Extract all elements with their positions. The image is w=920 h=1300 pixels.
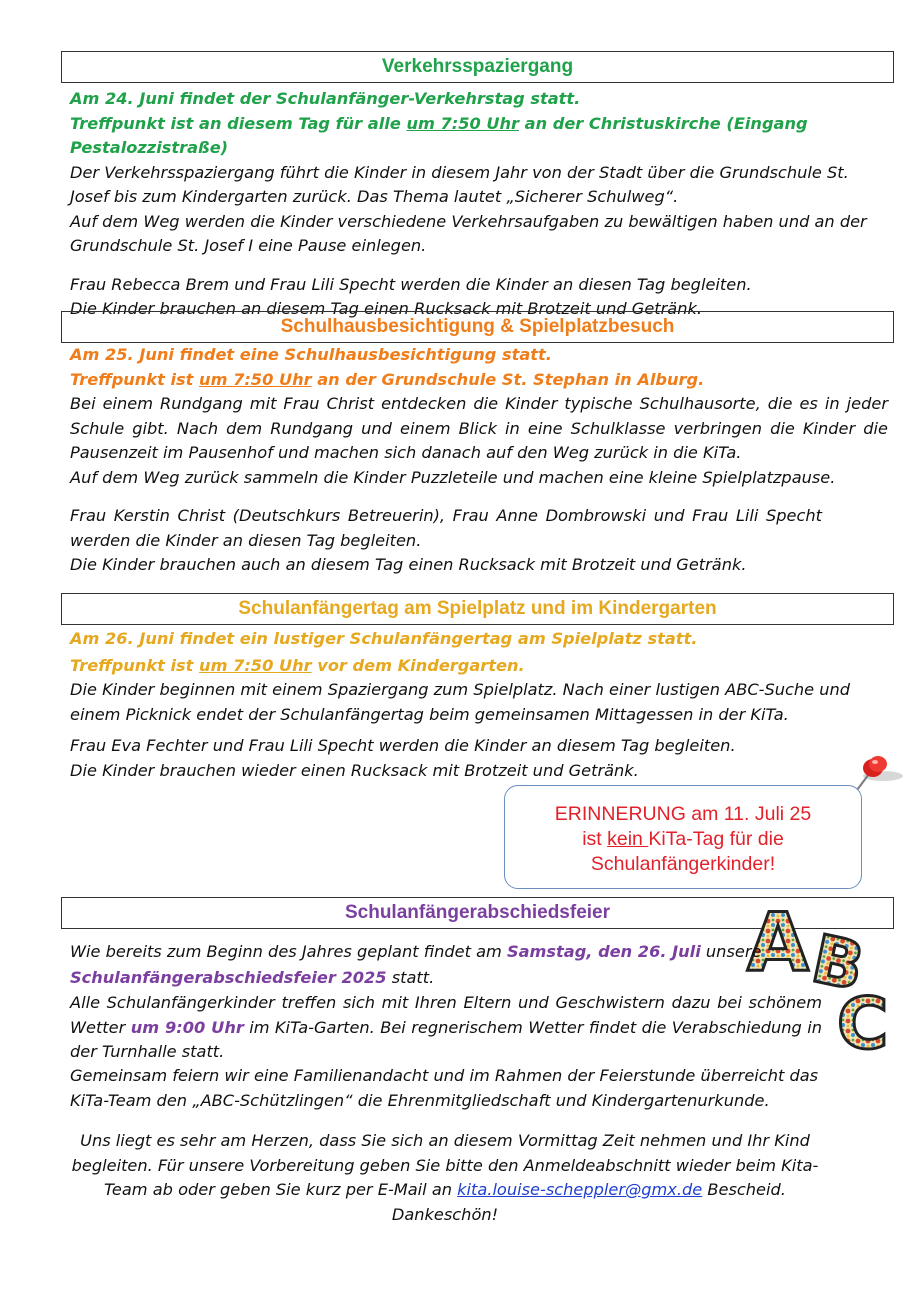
body-span: Alle Schulanfängerkinder treffen sich mit Ihren Eltern und Geschwistern dazu bei schönem Wetter <box>70 993 822 1037</box>
section-heading-abschiedsfeier: Schulanfängerabschiedsfeier <box>61 897 894 929</box>
body-span: unsere <box>700 942 762 961</box>
svg-text:A: A <box>747 898 809 989</box>
body-text: Gemeinsam feiern wir eine Familienandacht und im Rahmen der Feierstunde überreicht das KiTa-Team den „ABC-Schützlingen“ die Ehrenmitgliedschaft und Kindergartenurkunde. <box>70 1066 819 1110</box>
section-heading-schulanfaengertag: Schulanfängertag am Spielplatz und im Kindergarten <box>61 593 894 625</box>
body-text: Bei einem Rundgang mit Frau Christ entdecken die Kinder typische Schulhausorte, die es in jeder Schule gibt. Nach dem Rundgang und einem Blick in eine Schulklasse verbringen die Kinder die Pausenzeit im Pausenhof und machen sich danach auf den Weg zurück in die KiTa. <box>70 394 888 462</box>
event-date-line: Am 24. Juni findet der Schulanfänger-Verkehrstag statt. <box>70 89 581 108</box>
section-heading-schulhausbesichtigung: Schulhausbesichtigung & Spielplatzbesuch <box>61 311 894 343</box>
body-text <box>70 991 822 1065</box>
email-link[interactable]: kita.louise-scheppler@gmx.de <box>457 1180 703 1199</box>
body-text: Die Kinder brauchen wieder einen Rucksack mit Brotzeit und Getränk. <box>70 760 639 780</box>
closing-text <box>70 1129 820 1203</box>
body-text: Die Kinder beginnen mit einem Spaziergang zum Spielplatz. Nach einer lustigen ABC-Suche und einem Picknick endet der Schulanfängertag beim gemeinsamen Mittagessen in der KiTa. <box>70 680 851 724</box>
section-abschiedsfeier <box>70 939 822 1065</box>
body-text: Auf dem Weg zurück sammeln die Kinder Puzzleteile und machen eine kleine Spielplatzpause. <box>70 467 836 487</box>
thanks-text: Dankeschön! <box>391 1204 499 1224</box>
meeting-place: an der Christuskirche (Eingang Pestalozzistraße) <box>70 113 808 157</box>
body-text <box>70 939 822 991</box>
meeting-time: um 7:50 Uhr <box>199 369 312 389</box>
body-span: Wie bereits zum Beginn des Jahres geplant findet am <box>70 942 507 961</box>
section-schulanfaengertag <box>70 627 888 783</box>
reminder-line: Schulanfängerkinder! <box>590 853 776 875</box>
event-date: Samstag, den 26. Juli <box>506 942 701 961</box>
event-date-line: Am 25. Juni findet eine Schulhausbesichtigung statt. <box>70 345 552 364</box>
body-text: Frau Kerstin Christ (Deutschkurs Betreuerin), Frau Anne Dombrowski und Frau Lili Specht werden die Kinder an diesen Tag begleiten. <box>70 506 822 550</box>
reminder-line: ERINNERUNG am 11. Juli 25 <box>554 803 812 825</box>
meeting-text: Treffpunkt ist an diesem Tag für alle <box>70 113 407 133</box>
meeting-time: um 7:50 Uhr <box>406 113 520 133</box>
reminder-emphasis: kein <box>607 828 649 850</box>
body-text: Der Verkehrsspaziergang führt die Kinder in diesem Jahr von der Stadt über die Grundschule St. Josef bis zum Kindergarten zurück. Das Thema lautet „Sicherer Schulweg“. <box>70 162 849 206</box>
event-date-line: Am 26. Juni findet ein lustiger Schulanfängertag am Spielplatz statt. <box>70 629 698 648</box>
section-heading-verkehrsspaziergang: Verkehrsspaziergang <box>61 51 894 83</box>
body-text: Frau Eva Fechter und Frau Lili Specht werden die Kinder an diesem Tag begleiten. <box>70 736 736 755</box>
svg-text:B: B <box>805 920 871 1006</box>
svg-text:C: C <box>837 983 889 1053</box>
section-abschiedsfeier-cont <box>70 1064 830 1113</box>
meeting-point-line <box>70 654 888 679</box>
reminder-line <box>505 827 861 852</box>
meeting-text: Treffpunkt ist <box>70 369 200 389</box>
meeting-place: an der Grundschule St. Stephan in Alburg. <box>311 369 705 389</box>
body-span: statt. <box>386 968 435 987</box>
closing-span: Bescheid. <box>702 1180 786 1199</box>
body-text: Frau Rebecca Brem und Frau Lili Specht werden die Kinder an diesen Tag begleiten. <box>70 274 752 294</box>
meeting-place: vor dem Kindergarten. <box>311 655 525 675</box>
section-schulhausbesichtigung <box>70 343 888 578</box>
reminder-text: KiTa-Tag für die <box>648 828 784 850</box>
body-text: Die Kinder brauchen auch an diesem Tag einen Rucksack mit Brotzeit und Getränk. <box>70 555 747 574</box>
reminder-box <box>504 785 862 889</box>
meeting-point-line <box>70 112 888 161</box>
body-text: Auf dem Weg werden die Kinder verschiedene Verkehrsaufgaben zu bewältigen haben und an der Grundschule St. Josef I eine Pause einlegen. <box>70 211 867 255</box>
event-time: um 9:00 Uhr <box>130 1017 244 1037</box>
meeting-text: Treffpunkt ist <box>70 655 200 675</box>
section-verkehrsspaziergang <box>70 87 888 322</box>
meeting-time: um 7:50 Uhr <box>199 655 312 675</box>
event-name: Schulanfängerabschiedsfeier 2025 <box>70 968 387 987</box>
closing-paragraph <box>70 1129 820 1227</box>
reminder-text: ist <box>582 828 608 850</box>
body-text: Die Kinder brauchen an diesem Tag einen Rucksack mit Brotzeit und Getränk. <box>70 299 702 318</box>
closing-span: Uns liegt es sehr am Herzen, dass Sie sich an diesem Vormittag Zeit nehmen und Ihr Kind begleiten. Für unsere Vorbereitung geben Sie bitte den Anmeldeabschnitt wieder beim Kita-Team ab oder geben Sie kurz per E-Mail an <box>71 1131 819 1199</box>
meeting-point-line <box>70 368 888 393</box>
body-span: im KiTa-Garten. Bei regnerischem Wetter findet die Verabschiedung in der Turnhalle statt. <box>70 1017 822 1061</box>
